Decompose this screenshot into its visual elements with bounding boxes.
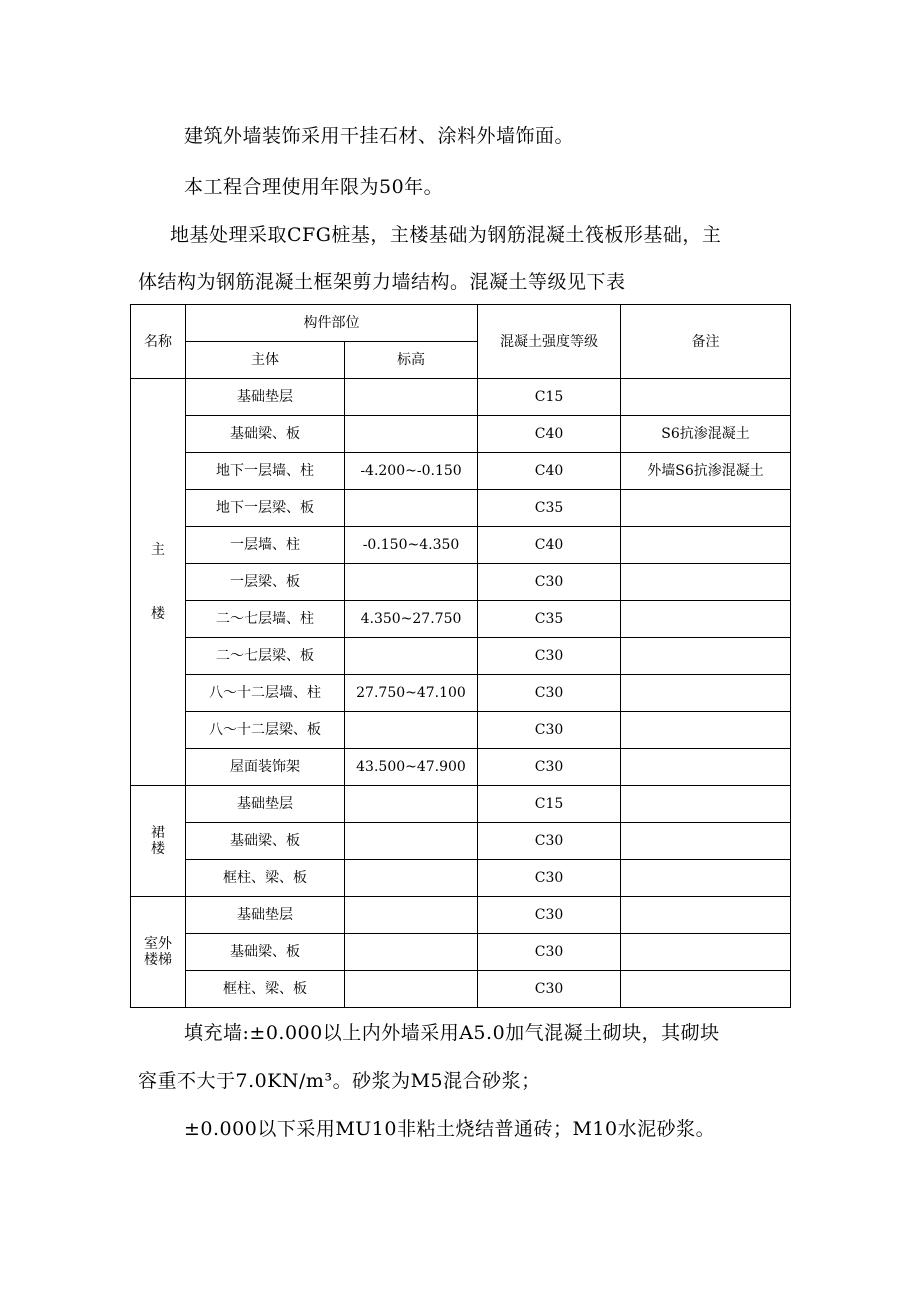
cell-note: 外墙S6抗渗混凝土: [621, 453, 791, 490]
table-row: [131, 379, 791, 416]
table-row: [131, 564, 791, 601]
cell-part: 框柱、梁、板: [186, 971, 345, 1008]
table-row: [131, 786, 791, 823]
cell-grade: C30: [478, 749, 621, 786]
cell-note: [621, 601, 791, 638]
header-elevation: 标高: [345, 342, 478, 379]
paragraph-infill-line2: 容重不大于7.0KN/m³。砂浆为M5混合砂浆；: [138, 1070, 541, 1092]
cell-part: 二～七层墙、柱: [186, 601, 345, 638]
cell-grade: C30: [478, 934, 621, 971]
group-main-building: 主 楼: [131, 379, 186, 786]
cell-elevation: 43.500~47.900: [345, 749, 478, 786]
cell-note: [621, 638, 791, 675]
cell-grade: C15: [478, 786, 621, 823]
paragraph-foundation-line2: 体结构为钢筋混凝土框架剪力墙结构。混凝土等级见下表: [138, 271, 626, 293]
cell-part: 基础梁、板: [186, 934, 345, 971]
cell-note: [621, 379, 791, 416]
cell-note: S6抗渗混凝土: [621, 416, 791, 453]
cell-grade: C30: [478, 675, 621, 712]
cell-elevation: [345, 934, 478, 971]
cell-elevation: [345, 712, 478, 749]
cell-elevation: [345, 379, 478, 416]
table-row: [131, 712, 791, 749]
cell-elevation: -4.200~-0.150: [345, 453, 478, 490]
cell-grade: C30: [478, 638, 621, 675]
cell-elevation: [345, 638, 478, 675]
cell-part: 地下一层墙、柱: [186, 453, 345, 490]
paragraph-infill-line1: 填充墙:±0.000以上内外墙采用A5.0加气混凝土砌块，其砌块: [184, 1022, 720, 1044]
cell-part: 基础梁、板: [186, 823, 345, 860]
table-header-row: [131, 305, 791, 342]
cell-note: [621, 823, 791, 860]
cell-note: [621, 490, 791, 527]
cell-note: [621, 527, 791, 564]
group-podium: 裙 楼: [131, 786, 186, 897]
cell-part: 一层梁、板: [186, 564, 345, 601]
table-row: [131, 638, 791, 675]
cell-elevation: [345, 860, 478, 897]
group-outdoor-stair: 室外 楼梯: [131, 897, 186, 1008]
cell-elevation: 4.350~27.750: [345, 601, 478, 638]
cell-part: 地下一层梁、板: [186, 490, 345, 527]
table-row: [131, 823, 791, 860]
cell-part: 一层墙、柱: [186, 527, 345, 564]
cell-part: 框柱、梁、板: [186, 860, 345, 897]
cell-part: 二～七层梁、板: [186, 638, 345, 675]
cell-note: [621, 712, 791, 749]
cell-part: 屋面装饰架: [186, 749, 345, 786]
cell-grade: C40: [478, 527, 621, 564]
cell-part: 基础梁、板: [186, 416, 345, 453]
paragraph-facade: 建筑外墙装饰采用干挂石材、涂料外墙饰面。: [184, 125, 575, 147]
cell-elevation: [345, 786, 478, 823]
paragraph-below-grade: ±0.000以下采用MU10非粘土烧结普通砖；M10水泥砂浆。: [184, 1118, 716, 1140]
cell-part: 基础垫层: [186, 786, 345, 823]
cell-part: 八～十二层墙、柱: [186, 675, 345, 712]
cell-grade: C35: [478, 490, 621, 527]
cell-part: 八～十二层梁、板: [186, 712, 345, 749]
table-row: [131, 749, 791, 786]
cell-note: [621, 971, 791, 1008]
paragraph-service-life: 本工程合理使用年限为50年。: [184, 176, 444, 198]
cell-note: [621, 897, 791, 934]
header-main: 主体: [186, 342, 345, 379]
cell-elevation: [345, 971, 478, 1008]
table-row: [131, 971, 791, 1008]
cell-grade: C30: [478, 971, 621, 1008]
cell-grade: C35: [478, 601, 621, 638]
header-name: 名称: [131, 305, 186, 379]
cell-note: [621, 749, 791, 786]
cell-note: [621, 675, 791, 712]
cell-grade: C30: [478, 712, 621, 749]
cell-grade: C40: [478, 416, 621, 453]
table-row: [131, 934, 791, 971]
table-row: [131, 860, 791, 897]
cell-elevation: [345, 823, 478, 860]
table-row: [131, 527, 791, 564]
cell-grade: C30: [478, 860, 621, 897]
table-row: [131, 453, 791, 490]
cell-grade: C40: [478, 453, 621, 490]
cell-note: [621, 786, 791, 823]
concrete-grade-table: [130, 304, 791, 1008]
header-component: 构件部位: [186, 305, 478, 342]
cell-note: [621, 860, 791, 897]
cell-note: [621, 934, 791, 971]
cell-grade: C30: [478, 823, 621, 860]
cell-note: [621, 564, 791, 601]
cell-elevation: [345, 416, 478, 453]
paragraph-foundation-line1: 地基处理采取CFG桩基，主楼基础为钢筋混凝土筏板形基础，主: [170, 224, 722, 246]
table-row: [131, 490, 791, 527]
cell-elevation: [345, 897, 478, 934]
table-row: [131, 897, 791, 934]
cell-part: 基础垫层: [186, 897, 345, 934]
header-remark: 备注: [621, 305, 791, 379]
table-row: [131, 675, 791, 712]
cell-elevation: [345, 490, 478, 527]
cell-part: 基础垫层: [186, 379, 345, 416]
cell-elevation: 27.750~47.100: [345, 675, 478, 712]
cell-grade: C30: [478, 564, 621, 601]
cell-grade: C30: [478, 897, 621, 934]
table-row: [131, 601, 791, 638]
table-row: [131, 416, 791, 453]
header-grade: 混凝土强度等级: [478, 305, 621, 379]
cell-elevation: -0.150~4.350: [345, 527, 478, 564]
cell-elevation: [345, 564, 478, 601]
cell-grade: C15: [478, 379, 621, 416]
